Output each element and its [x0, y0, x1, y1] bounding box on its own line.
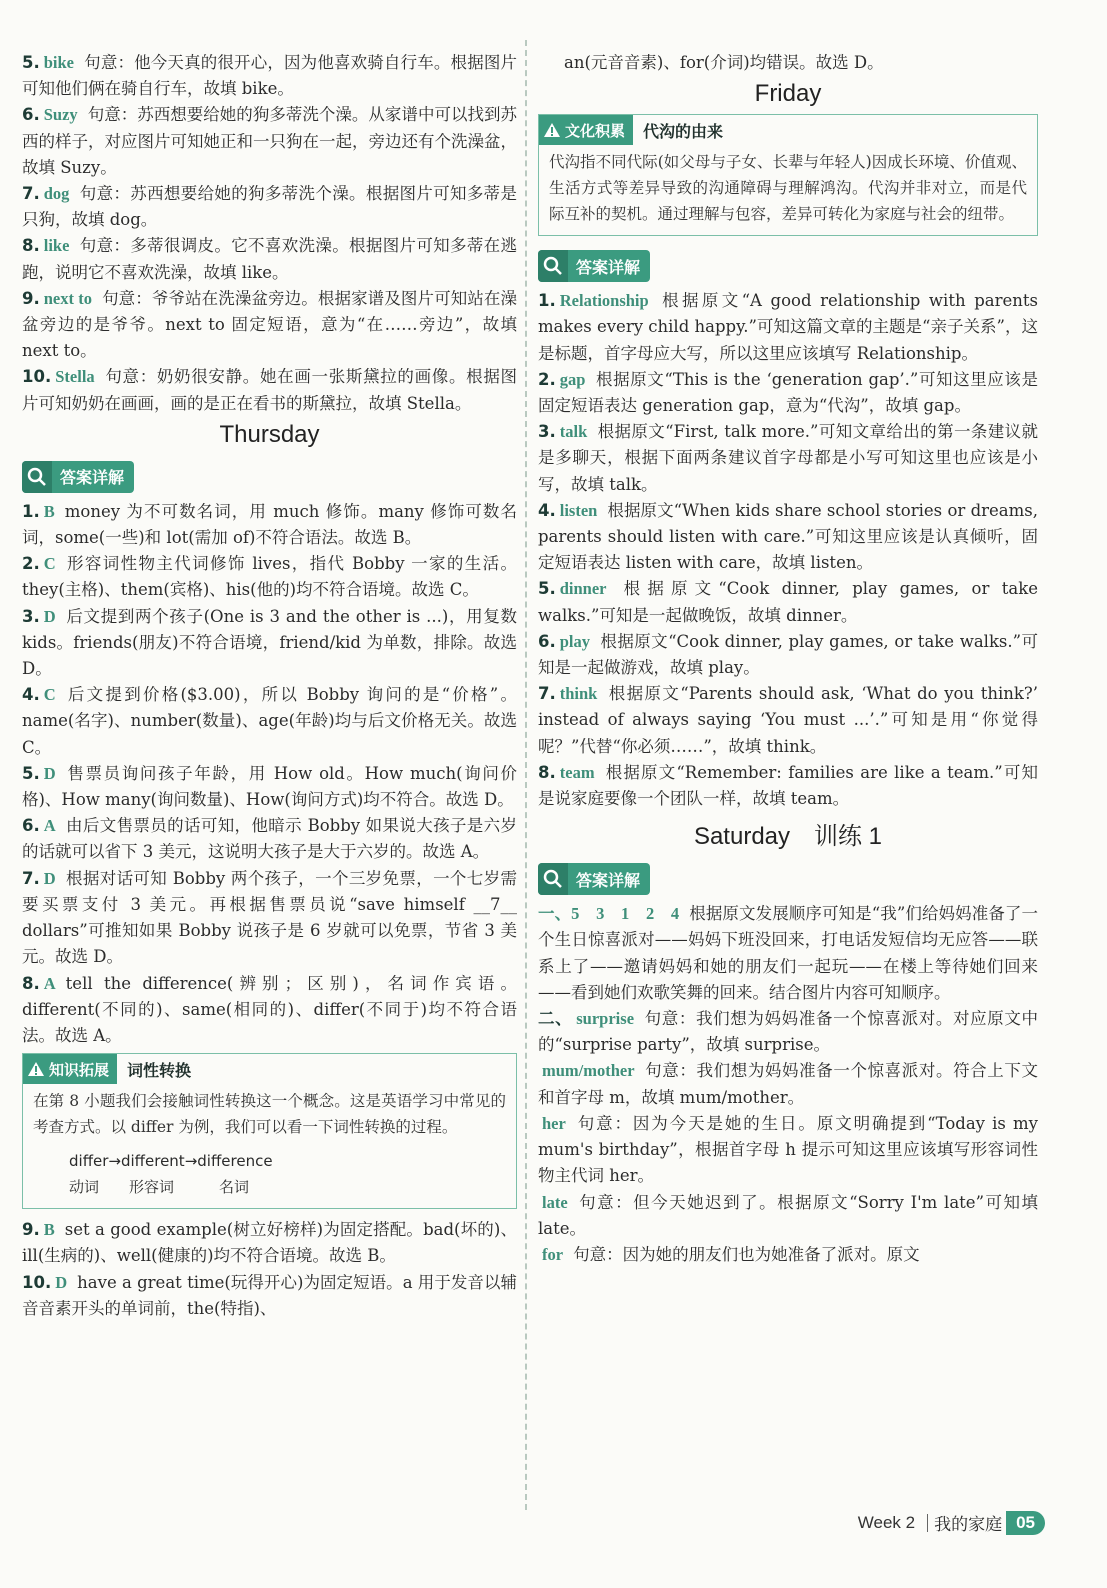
- item-number: 7.: [538, 684, 556, 704]
- unit-title: 我的家庭: [934, 1515, 1003, 1534]
- search-icon: [538, 250, 568, 282]
- answer-item: [22, 682, 517, 761]
- item-answer: dinner: [559, 579, 607, 599]
- item-explanation: 句意：但今天她迟到了。根据原文“Sorry I'm late”可知填 late。: [538, 1192, 1038, 1238]
- item-answer: her: [542, 1113, 566, 1133]
- answer-item: [538, 288, 1038, 367]
- item-number: 2.: [538, 369, 556, 389]
- item-explanation: 售票员询问孩子年龄，用 How old。How much(询问价格)、How many(询问数量)、How(询问方式)均不符合。故选 D。: [22, 763, 517, 810]
- item-answer: for: [542, 1244, 564, 1264]
- item-answer: B: [43, 501, 55, 521]
- item-answer: D: [43, 763, 56, 783]
- knowledge-pos: 动词 形容词 名词: [69, 1178, 250, 1197]
- item-number: 1.: [22, 501, 40, 521]
- answer-item: [538, 1006, 1038, 1058]
- answer-item: [22, 1270, 517, 1322]
- item-explanation: 后文提到两个孩子(One is 3 and the other is ...)，用复数 kids。friends(朋友)不符合语境，friend/kid 为单数，排除。故选 D。: [22, 606, 517, 679]
- item-answer: gap: [559, 369, 586, 389]
- answer-detail-label: 答案详解: [576, 257, 641, 277]
- item-number: 4.: [538, 500, 556, 520]
- item-answer: think: [559, 684, 598, 704]
- right-column: [538, 50, 1038, 1268]
- answer-detail-tag: [538, 250, 650, 282]
- answer-item: [22, 551, 517, 603]
- item-answer: bike: [43, 53, 75, 72]
- answer-item: [538, 681, 1038, 760]
- page-number: 05: [1006, 1511, 1045, 1535]
- item-explanation: 根据原文“Parents should ask, ‘What do you think?’ instead of always saying ‘You must ...’.”可知是用“你觉得呢？”代替“你必须……”，故填 think。: [538, 684, 1038, 756]
- saturday-order: 一、5 3 1 2 4 根据原文发展顺序可知是“我”们给妈妈准备了一个生日惊喜派对——妈妈下班没回来，打电话发短信均无应答——联系上了——邀请妈妈和她的朋友们一起玩——在楼上等待她们回来——看到她们欢歌笑舞的回来。结合图片内容可知顺序。: [538, 904, 1039, 1002]
- item-explanation: set a good example(树立好榜样)为固定搭配。bad(坏的)、ill(生病的)、well(健康的)均不符合语境。故选 B。: [22, 1220, 517, 1266]
- item-number: 7.: [22, 184, 40, 204]
- item-answer: D: [55, 1272, 68, 1292]
- item-explanation: 句意：因为她的朋友们也为她准备了派对。原文: [573, 1244, 920, 1264]
- answer-item: [538, 576, 1038, 628]
- culture-title: 代沟的由来: [643, 121, 724, 141]
- item-number: 8.: [22, 236, 40, 256]
- item-number: 6.: [22, 816, 40, 836]
- culture-box: [538, 114, 1038, 236]
- item-number: 10.: [22, 1272, 52, 1292]
- saturday-heading: Saturday 训练 1: [693, 823, 883, 851]
- knowledge-title: 词性转换: [127, 1060, 192, 1080]
- answer-item: [22, 181, 517, 233]
- culture-tag: 文化积累: [539, 115, 633, 145]
- item-answer: B: [43, 1220, 55, 1240]
- answer-item: [538, 1058, 1038, 1110]
- item-number: 5.: [22, 763, 40, 783]
- answer-item: [22, 286, 517, 365]
- answer-detail-tag: [22, 461, 134, 493]
- knowledge-body: 在第 8 小题我们会接触词性转换这一个概念。这是英语学习中常见的考查方式。以 differ 为例，我们可以看一下词性转换的过程。: [33, 1092, 506, 1137]
- search-icon: [22, 461, 52, 493]
- item-explanation: 句意：苏西想要给她的狗多蒂洗个澡。根据图片可知多蒂是只狗，故填 dog。: [22, 184, 517, 230]
- continued-text: an(元音音素)、for(介词)均错误。故选 D。: [564, 53, 884, 72]
- answer-item: [22, 499, 517, 551]
- item-number: 3.: [22, 606, 40, 626]
- item-explanation: 句意：我们想为妈妈准备一个惊喜派对。对应原文中的“surprise party”，故填 surprise。: [538, 1009, 1039, 1055]
- culture-body: 代沟指不同代际(如父母与子女、长辈与年轻人)因成长环境、价值观、生活方式等差异导致的沟通障碍与理解鸿沟。代沟并非对立，而是代际互补的契机。通过理解与包容，差异可转化为家庭与社会的纽带。: [549, 153, 1027, 224]
- item-answer: dog: [43, 184, 70, 204]
- answer-item: [22, 604, 517, 683]
- answer-item: [22, 813, 517, 865]
- answer-item: [538, 1190, 1038, 1242]
- left-column: [22, 50, 517, 1322]
- answer-detail-label: 答案详解: [60, 468, 125, 488]
- item-answer: A: [43, 973, 56, 993]
- item-explanation: 形容词性物主代词修饰 lives，指代 Bobby 一家的生活。they(主格)、them(宾格)、his(他的)均不符合语境。故选 C。: [22, 554, 517, 600]
- answer-item: [538, 419, 1038, 498]
- item-explanation: 根据原文“This is the ‘generation gap’.”可知这里应该是固定短语表达 generation gap，意为“代沟”，故填 gap。: [538, 369, 1038, 416]
- answer-item: [22, 364, 517, 416]
- warning-icon: [27, 1061, 45, 1077]
- knowledge-box: [22, 1053, 517, 1209]
- answer-item: [538, 1242, 1038, 1268]
- item-number: 5.: [538, 579, 556, 599]
- item-number: 3.: [538, 422, 556, 442]
- answer-item: [538, 1111, 1038, 1190]
- item-explanation: 句意：爷爷站在洗澡盆旁边。根据家谱及图片可知站在澡盆旁边的是爷爷。next to 固定短语，意为“在……旁边”，故填 next to。: [22, 288, 517, 361]
- answer-item: [538, 367, 1038, 419]
- item-explanation: 根据原文“Cook dinner, play games, or take walks.”可知是一起做晚饭，故填 dinner。: [538, 579, 1038, 625]
- item-answer: next to: [43, 288, 92, 308]
- item-answer: listen: [559, 500, 598, 520]
- item-explanation: money 为不可数名词，用 much 修饰。many 修饰可数名词，some(一些)和 lot(需加 of)不符合语法。故选 B。: [22, 501, 517, 548]
- page-footer: [858, 1510, 1045, 1535]
- item-answer: Stella: [55, 367, 95, 387]
- column-divider: [525, 40, 527, 1510]
- item-answer: team: [559, 762, 595, 782]
- answer-item: [538, 760, 1038, 812]
- item-number: 8.: [22, 973, 40, 993]
- item-number: 二、: [538, 1009, 573, 1029]
- item-number: 6.: [538, 631, 556, 651]
- item-answer: D: [43, 606, 56, 626]
- answer-item: [22, 233, 517, 285]
- item-number: 9.: [22, 1220, 40, 1240]
- item-answer: play: [559, 631, 591, 651]
- item-explanation: 句意：多蒂很调皮。它不喜欢洗澡。根据图片可知多蒂在逃跑，说明它不喜欢洗澡，故填 like。: [22, 236, 517, 282]
- week-label: Week 2: [857, 1512, 916, 1532]
- item-number: 1.: [538, 291, 556, 311]
- item-explanation: 句意：因为今天是她的生日。原文明确提到“Today is my mum's birthday”，根据首字母 h 提示可知这里应该填写形容词性物主代词 her。: [538, 1113, 1038, 1186]
- item-answer: Relationship: [559, 291, 649, 311]
- warning-icon: [543, 122, 561, 138]
- friday-heading: Friday: [754, 80, 822, 108]
- item-number: 2.: [22, 554, 40, 574]
- item-explanation: 句意：我们想为妈妈准备一个惊喜派对。符合上下文和首字母 m，故填 mum/mother。: [538, 1061, 1038, 1107]
- item-number: 10.: [22, 367, 52, 387]
- item-answer: surprise: [576, 1009, 635, 1029]
- item-explanation: 根据原文“When kids share school stories or dreams, parents should listen with care.”可知这里应该是认真倾听，固定短语表达 listen with care，故填 listen。: [538, 500, 1038, 573]
- item-number: 7.: [22, 868, 40, 888]
- item-number: 6.: [22, 105, 40, 125]
- answer-item: [22, 971, 517, 1050]
- item-explanation: have a great time(玩得开心)为固定短语。a 用于发音以辅音音素开头的单词前，the(特指)、: [22, 1272, 517, 1318]
- item-explanation: 句意：苏西想要给她的狗多蒂洗个澡。从家谱中可以找到苏西的样子，对应图片可知她正和一只狗在一起，旁边还有个洗澡盆，故填 Suzy。: [22, 105, 517, 177]
- item-answer: C: [43, 554, 56, 574]
- answer-item: [22, 102, 517, 181]
- knowledge-chain: differ→different→difference: [69, 1152, 273, 1171]
- item-explanation: 句意：他今天真的很开心，因为他喜欢骑自行车。根据图片可知他们俩在骑自行车，故填 bike。: [22, 53, 517, 99]
- item-number: 4.: [22, 685, 40, 705]
- knowledge-tag: 知识拓展: [23, 1054, 117, 1084]
- item-answer: A: [43, 816, 56, 836]
- item-answer: talk: [559, 422, 588, 442]
- answer-item: [538, 498, 1038, 577]
- item-number: 5.: [22, 53, 40, 72]
- item-explanation: 根据原文“Remember: families are like a team.”可知是说家庭要像一个团队一样，故填 team。: [538, 762, 1038, 809]
- item-explanation: 由后文售票员的话可知，他暗示 Bobby 如果说大孩子是六岁的话就可以省下 3 美元，这说明大孩子是大于六岁的。故选 A。: [22, 816, 517, 862]
- item-answer: like: [43, 236, 70, 256]
- item-answer: D: [43, 868, 56, 888]
- item-answer: mum/mother: [542, 1061, 635, 1081]
- item-explanation: 后文提到价格($3.00)，所以 Bobby 询问的是“价格”。name(名字)、number(数量)、age(年龄)均与后文价格无关。故选 C。: [22, 685, 517, 757]
- thursday-heading: Thursday: [219, 420, 320, 448]
- item-answer: late: [542, 1192, 568, 1212]
- item-number: 9.: [22, 288, 40, 308]
- answer-item: [22, 866, 517, 971]
- answer-detail-label: 答案详解: [576, 870, 641, 890]
- item-explanation: 根据原文“First, talk more.”可知文章给出的第一条建议就是多聊天，根据下面两条建议首字母都是小写可知这里也应该是小写，故填 talk。: [538, 422, 1038, 494]
- item-explanation: 根据原文“Cook dinner, play games, or take walks.”可知是一起做游戏，故填 play。: [538, 631, 1038, 678]
- answer-item: [538, 629, 1038, 681]
- item-explanation: 句意：奶奶很安静。她在画一张斯黛拉的画像。根据图片可知奶奶在画画，画的是正在看书的斯黛拉，故填 Stella。: [22, 367, 517, 413]
- answer-detail-tag: [538, 863, 650, 895]
- item-explanation: tell the difference(辨别；区别)，名词作宾语。different(不同的)、same(相同的)、differ(不同于)均不符合语法。故选 A。: [22, 973, 517, 1045]
- answer-item: [22, 50, 517, 102]
- item-number: 8.: [538, 762, 556, 782]
- search-icon: [538, 863, 568, 895]
- item-explanation: 根据对话可知 Bobby 两个孩子，一个三岁免票，一个七岁需要买票支付 3 美元。再根据售票员说“save himself __7__ dollars”可推知如果 Bobby 说孩子是 6 岁就可以免票，节省 3 美元。故选 D。: [22, 868, 517, 967]
- item-answer: C: [43, 685, 56, 705]
- answer-item: [22, 761, 517, 813]
- answer-item: [22, 1217, 517, 1269]
- item-explanation: 根据原文“A good relationship with parents makes every child happy.”可知这篇文章的主题是“亲子关系”，这是标题，首字母应大写，所以这里应该填写 Relationship。: [538, 291, 1038, 363]
- item-answer: Suzy: [43, 105, 78, 125]
